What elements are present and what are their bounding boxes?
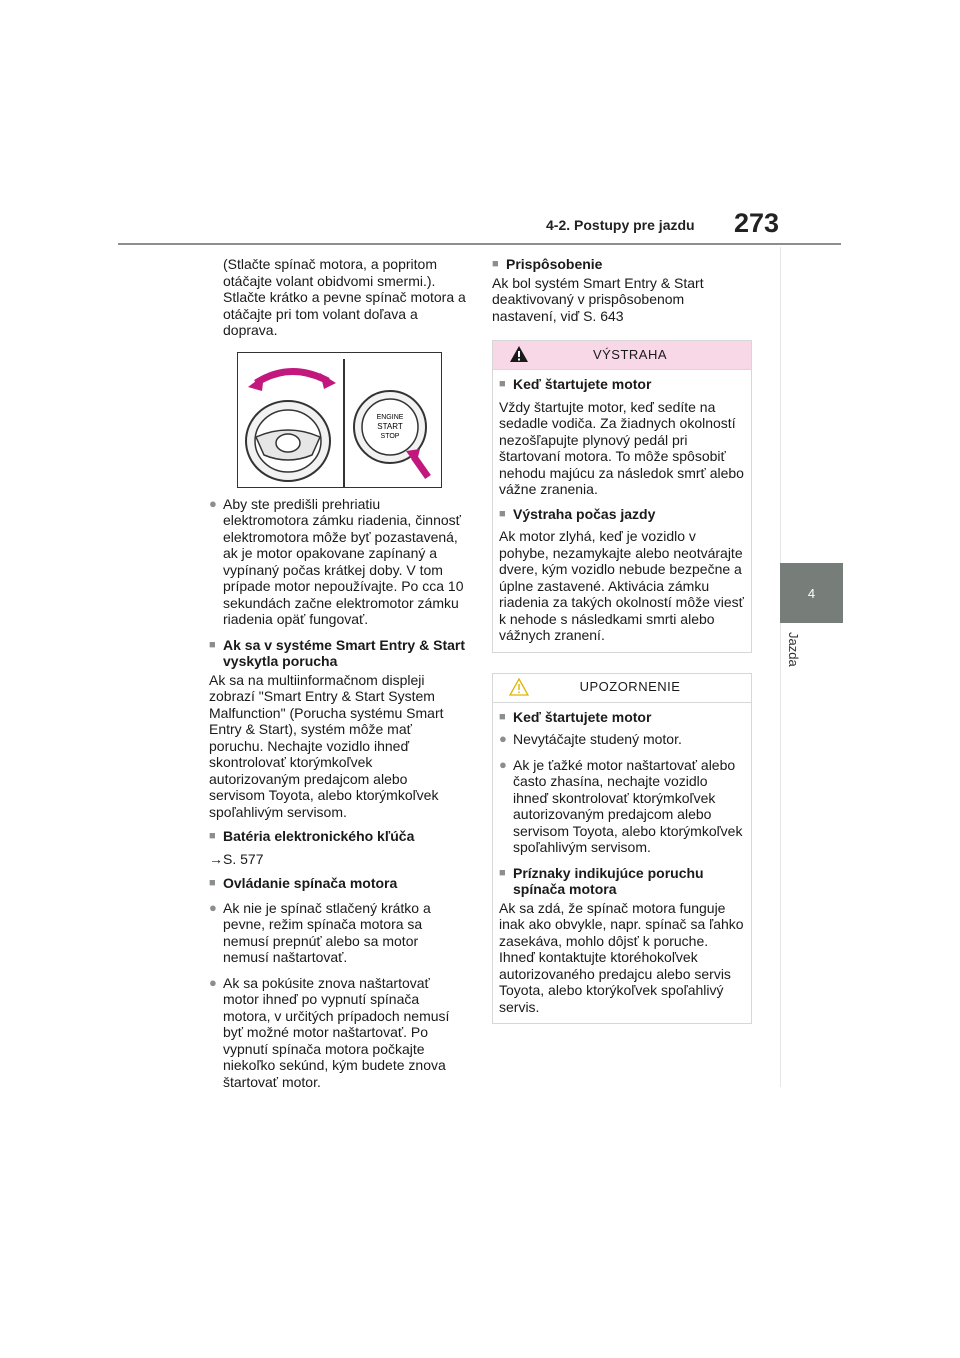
section-heading: ■ Ak sa v systéme Smart Entry & Start vyskytla porucha: [209, 636, 465, 669]
caution-title: UPOZORNENIE: [579, 679, 681, 695]
section-body: →S. 577: [209, 850, 264, 867]
section-body: Vždy štartujte motor, keď sedíte na sedadle vodiča. Za žiadnych okolností nezošľapujte plynový pedál pri štartovaní motora. To môže spôsobiť nehodu majúcu za následok smrť alebo vážne zranenia.: [499, 398, 744, 497]
square-bullet-icon: ■: [492, 258, 499, 270]
start-label: START: [377, 421, 403, 431]
section-heading: ■ Príznaky indikujúce poruchu spínača motora: [499, 864, 704, 897]
square-bullet-icon: ■: [499, 507, 506, 520]
bullet-dot-icon: ●: [499, 731, 507, 746]
chapter-tab: 4: [780, 563, 843, 623]
figure-steering-start-button: [237, 352, 442, 488]
rotation-arrow-icon: [256, 371, 328, 383]
section-body: Ak motor zlyhá, keď je vozidlo v pohybe, nezamykajte alebo neotvárajte dvere, kým vozidlo nebude bezpečne a úplne zastavené. Aktivácia zámku riadenia za takých okolností môže viesť k nehode s následkami smrti alebo vážnych zranení.: [499, 528, 744, 643]
section-body: Ak bol systém Smart Entry & Start deaktivovaný v prispôsobenom nastavení, viď S. 643: [492, 274, 704, 324]
section-heading: ■ Prispôsobenie: [492, 256, 603, 272]
section-heading: ■ Batéria elektronického kľúča: [209, 828, 415, 844]
square-bullet-icon: ■: [499, 378, 506, 390]
steering-wheel-illustration: [238, 353, 441, 487]
right-column: [492, 256, 752, 1024]
square-bullet-icon: ■: [209, 877, 216, 889]
intro-text: (Stlačte spínač motora, a popritom otáčajte volant obidvomi smermi.). Stlačte krátko a pevne spínač motora a otáčajte pri tom volant doľava a doprava.: [223, 256, 466, 338]
bullet-dot-icon: ●: [499, 756, 507, 772]
bullet-item: ● Ak je ťažké motor naštartovať alebo často zhasína, nechajte vozidlo ihneď skontrolovať ktorýmkoľvek autorizovaným predajcom alebo servisom Toyota, alebo ktorýmkoľvek spoľahlivým servisom.: [499, 756, 743, 855]
chapter-strip: [780, 247, 844, 1087]
caution-triangle-icon: [509, 677, 529, 697]
warning-title: VÝSTRAHA: [592, 346, 668, 362]
section-body: Ak sa zdá, že spínač motora funguje inak ako obvykle, napr. spínač sa ľahko zasekáva, mohlo dôjsť k poruche. Ihneď kontaktujte ktoréhokoľvek autorizovaného predajcu alebo servis Toyota, alebo ktorýkoľvek spoľahlivý servis.: [499, 899, 744, 1015]
warning-box-header: [493, 341, 751, 370]
bullet-item: ● Ak sa pokúsite znova naštartovať motor ihneď po vypnutí spínača motora, v určitých prípadoch nemusí byť možné motor naštartovať. Po vypnutí spínača motora počkajte niekoľko sekúnd, kým budete znova štartovať motor.: [209, 974, 450, 1090]
engine-label: ENGINE: [376, 413, 404, 421]
square-bullet-icon: ■: [209, 638, 216, 651]
bullet-dot-icon: ●: [209, 974, 217, 990]
section-heading: ■ Ovládanie spínača motora: [209, 875, 398, 891]
section-heading: ■ Výstraha počas jazdy: [499, 505, 656, 522]
square-bullet-icon: ■: [499, 710, 506, 723]
square-bullet-icon: ■: [209, 830, 216, 842]
chapter-label: Jazda: [786, 632, 801, 667]
caution-box-header: [493, 674, 751, 703]
header-rule: [118, 243, 841, 245]
stop-label: STOP: [380, 432, 400, 440]
bullet-dot-icon: ●: [209, 495, 217, 511]
caution-box: [492, 673, 752, 1025]
warning-box: [492, 340, 752, 653]
page-number: 273: [734, 208, 780, 238]
section-heading: ■ Keď štartujete motor: [499, 376, 652, 392]
left-column: [209, 256, 467, 1099]
bullet-item: ● Aby ste predišli prehriatiu elektromotora zámku riadenia, činnosť elektromotora môže byť pozastavená, ak je motor opakovane zapínaný a vypínaný počas krátkej doby. V tom prípade motor nepoužívajte. Po cca 10 sekundách začne elektromotor zámku riadenia opäť fungovať.: [209, 495, 464, 627]
bullet-dot-icon: ●: [209, 899, 217, 915]
warning-triangle-icon: [509, 344, 529, 364]
square-bullet-icon: ■: [499, 866, 506, 879]
bullet-item: ● Nevytáčajte studený motor.: [499, 731, 682, 747]
header-section: 4-2. Postupy pre jazdu: [546, 217, 695, 233]
section-body: Ak sa na multiinformačnom displeji zobrazí "Smart Entry & Start System Malfunction" (Porucha systému Smart Entry & Start), systém môže mať poruchu. Nechajte vozidlo ihneď skontrolovať ktorýmkoľvek autorizovaným predajcom alebo servisom Toyota, alebo ktorýmkoľvek spoľahlivým servisom.: [209, 671, 444, 820]
bullet-item: ● Ak nie je spínač stlačený krátko a pevne, režim spínača motora sa nemusí prepnúť alebo sa motor nemusí naštartovať.: [209, 899, 431, 965]
section-heading: ■ Keď štartujete motor: [499, 708, 652, 725]
